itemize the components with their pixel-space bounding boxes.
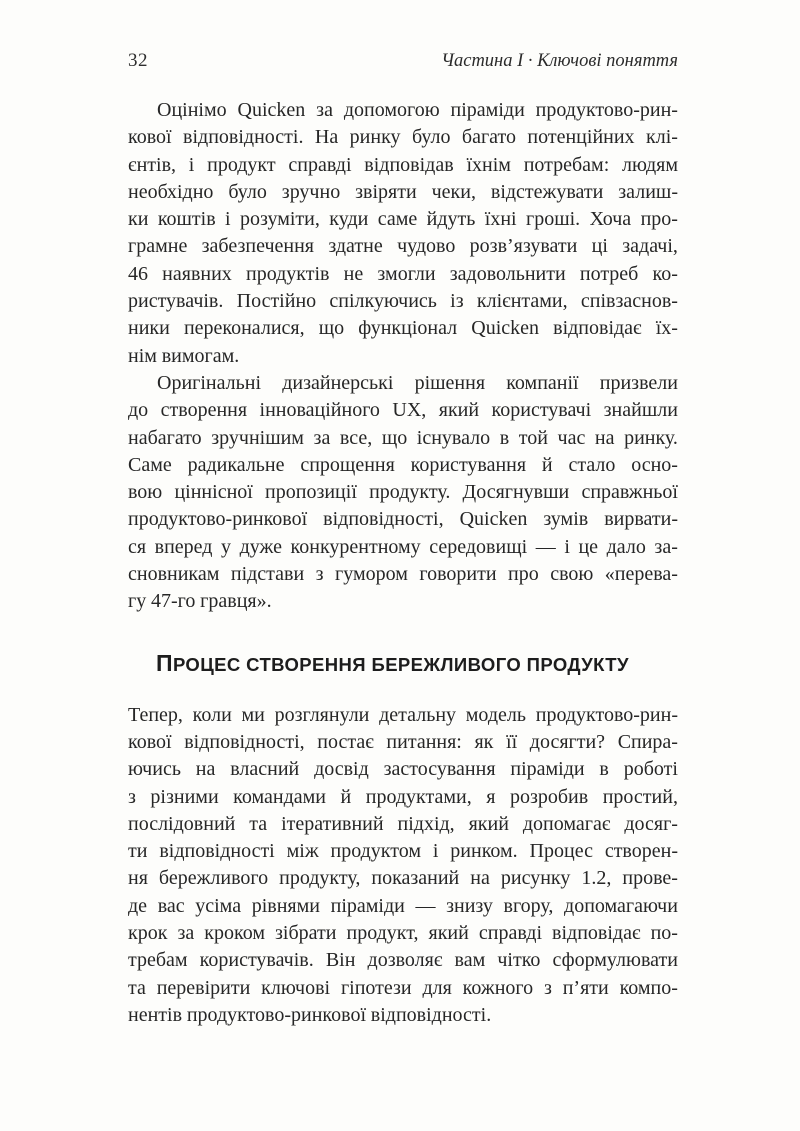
text-line: де вас усіма рівнями піраміди — знизу вгору, допомагаючи (128, 894, 678, 917)
text-line: та перевірити ключові гіпотези для кожного з п’яти компо- (128, 976, 678, 999)
text-line: нентів продуктово-ринкової відповідності. (128, 1003, 492, 1026)
text-line: гу 47-го гравця». (128, 590, 272, 613)
running-title: Частина I · Ключові поняття (441, 51, 678, 71)
running-head (128, 50, 678, 72)
text-line: требам користувачів. Він дозволяє вам чітко сформулювати (128, 949, 678, 972)
text-line: послідовний та ітеративний підхід, який допомагає досяг- (128, 812, 678, 835)
text-line: Тепер, коли ми розглянули детальну модель продуктово-рин- (128, 703, 678, 726)
text-line: Саме радикальне спрощення користування й стало осно- (128, 453, 678, 476)
text-line: Оцінімо Quicken за допомогою піраміди продуктово-рин- (157, 99, 678, 121)
text-line: 46 наявних продуктів не змогли задовольнити потреб ко- (128, 262, 678, 285)
text-line: ня бережливого продукту, показаний на рисунку 1.2, прове- (128, 867, 678, 890)
text-line: вою ціннісної пропозиції продукту. Досягнувши справжньої (128, 481, 678, 504)
text-line: ючись на власний досвід застосування піраміди в роботі (128, 758, 678, 781)
text-line: крок за кроком зібрати продукт, який справді відповідає по- (128, 922, 678, 945)
text-line: сновникам підстави з гумором говорити про свою «перева- (128, 563, 678, 586)
text-line: з різними командами й продуктами, я розробив простий, (128, 785, 678, 808)
text-line: необхідно було зручно звіряти чеки, відстежувати залиш- (128, 180, 678, 203)
text-line: нім вимогам. (128, 344, 240, 367)
text-line: ки коштів і розуміти, куди саме йдуть їхні гроші. Хоча про- (128, 208, 678, 231)
text-line: ти відповідності між продуктом і ринком. Процес створен- (128, 840, 678, 863)
page-number: 32 (128, 50, 148, 71)
text-line: набагато зручнішим за все, що існувало в той час на ринку. (128, 426, 678, 449)
text-line: кової відповідності. На ринку було багато потенційних клі- (128, 126, 678, 149)
text-line: кової відповідності, постає питання: як її досягти? Спира- (128, 730, 678, 753)
text-line: Оригінальні дизайнерські рішення компанії призвели (157, 371, 678, 394)
text-line: грамне забезпечення здатне чудово розв’язувати ці задачі, (128, 235, 678, 258)
paragraph (128, 370, 678, 616)
paragraph (128, 702, 678, 1030)
paragraph (128, 97, 678, 370)
text-line: до створення інноваційного UX, який користувачі знайшли (128, 399, 678, 422)
text-line: ристувачів. Постійно спілкуючись із клієнтами, співзаснов- (128, 290, 678, 313)
text-line: продуктово-ринкової відповідності, Quicken зумів вирвати- (128, 508, 678, 531)
section-heading: ПРОЦЕС СТВОРЕННЯ БЕРЕЖЛИВОГО ПРОДУКТУ (156, 649, 629, 676)
text-line: ники переконалися, що функціонал Quicken відповідає їх- (128, 317, 678, 340)
body-text (128, 97, 678, 1029)
text-line: ся вперед у дуже конкурентному середовищі — і це дало за- (128, 535, 678, 558)
text-line: єнтів, і продукт справді відповідав їхнім потребам: людям (128, 153, 678, 176)
